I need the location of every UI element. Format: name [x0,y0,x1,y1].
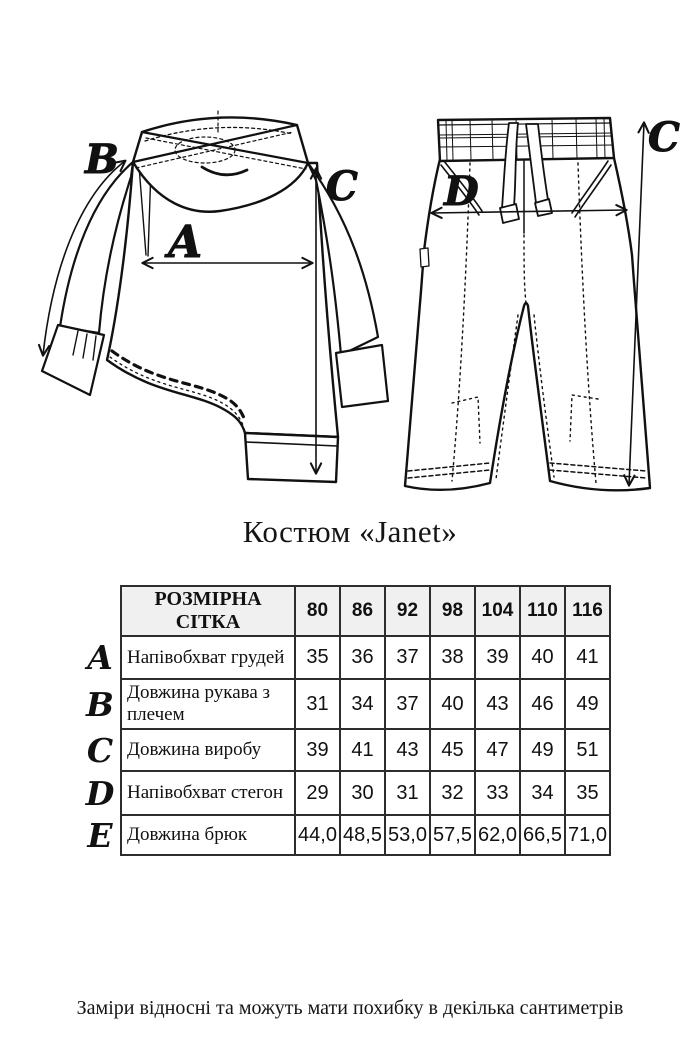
size-column-header: 104 [475,586,520,636]
pants-legs [405,158,650,490]
size-value: 37 [385,636,430,679]
size-value: 46 [520,679,565,729]
size-value: 44,0 [295,815,340,855]
size-value: 31 [295,679,340,729]
footnote-text: Заміри відносні та можуть мати похибку в декілька сантиметрів [76,997,624,1019]
measurement-letter: D [80,771,121,815]
size-grid-header: РОЗМІРНА СІТКА [121,586,295,636]
pants-technical-drawing [400,103,680,498]
size-column-header: 110 [520,586,565,636]
size-value: 33 [475,771,520,815]
size-value: 34 [520,771,565,815]
size-value: 62,0 [475,815,520,855]
size-table-row [80,679,610,729]
size-value: 40 [520,636,565,679]
measure-c-arrow-pants [629,123,644,485]
size-value: 57,5 [430,815,475,855]
size-value: 47 [475,729,520,771]
size-value: 32 [430,771,475,815]
size-table-row [80,636,610,679]
size-value: 43 [385,729,430,771]
measurement-letter: E [80,815,121,855]
hoodie-technical-drawing [30,105,390,495]
size-value: 39 [295,729,340,771]
size-value: 39 [475,636,520,679]
size-table-row [80,771,610,815]
measurement-letter: B [80,679,121,729]
size-column-header: 86 [340,586,385,636]
size-value: 41 [565,636,610,679]
size-column-header: 92 [385,586,430,636]
measurement-letter: C [80,729,121,771]
measurement-label: Довжина виробу [121,729,295,771]
hoodie-bottom-band [245,433,338,482]
size-value: 35 [295,636,340,679]
page-title: Костюм «Janet» [242,514,458,549]
hoodie-label-a: A [168,217,203,268]
size-value: 66,5 [520,815,565,855]
size-value: 30 [340,771,385,815]
size-value: 29 [295,771,340,815]
size-table-row [80,729,610,771]
size-value: 51 [565,729,610,771]
size-table-row [80,815,610,855]
size-value: 35 [565,771,610,815]
pants-label-c: C [648,114,680,161]
size-value: 36 [340,636,385,679]
measurement-label: Напівобхват грудей [121,636,295,679]
size-value: 48,5 [340,815,385,855]
measurement-label: Довжина брюк [121,815,295,855]
size-value: 53,0 [385,815,430,855]
hoodie-label-b: B [85,136,119,183]
size-table [80,585,611,856]
pants-label-d: D [444,168,479,215]
size-value: 37 [385,679,430,729]
size-value: 49 [565,679,610,729]
size-value: 45 [430,729,475,771]
size-value: 41 [340,729,385,771]
size-column-header: 80 [295,586,340,636]
size-column-header: 98 [430,586,475,636]
size-value: 43 [475,679,520,729]
hoodie-label-c: C [326,163,358,210]
measurement-label: Довжина рукава з плечем [121,679,295,729]
letter-spacer [80,586,121,636]
size-value: 49 [520,729,565,771]
size-value: 34 [340,679,385,729]
measurement-label: Напівобхват стегон [121,771,295,815]
size-value: 38 [430,636,475,679]
size-value: 71,0 [565,815,610,855]
size-value: 31 [385,771,430,815]
size-table-head-row [80,586,610,636]
size-column-header: 116 [565,586,610,636]
measurement-letter: A [80,636,121,679]
size-value: 40 [430,679,475,729]
